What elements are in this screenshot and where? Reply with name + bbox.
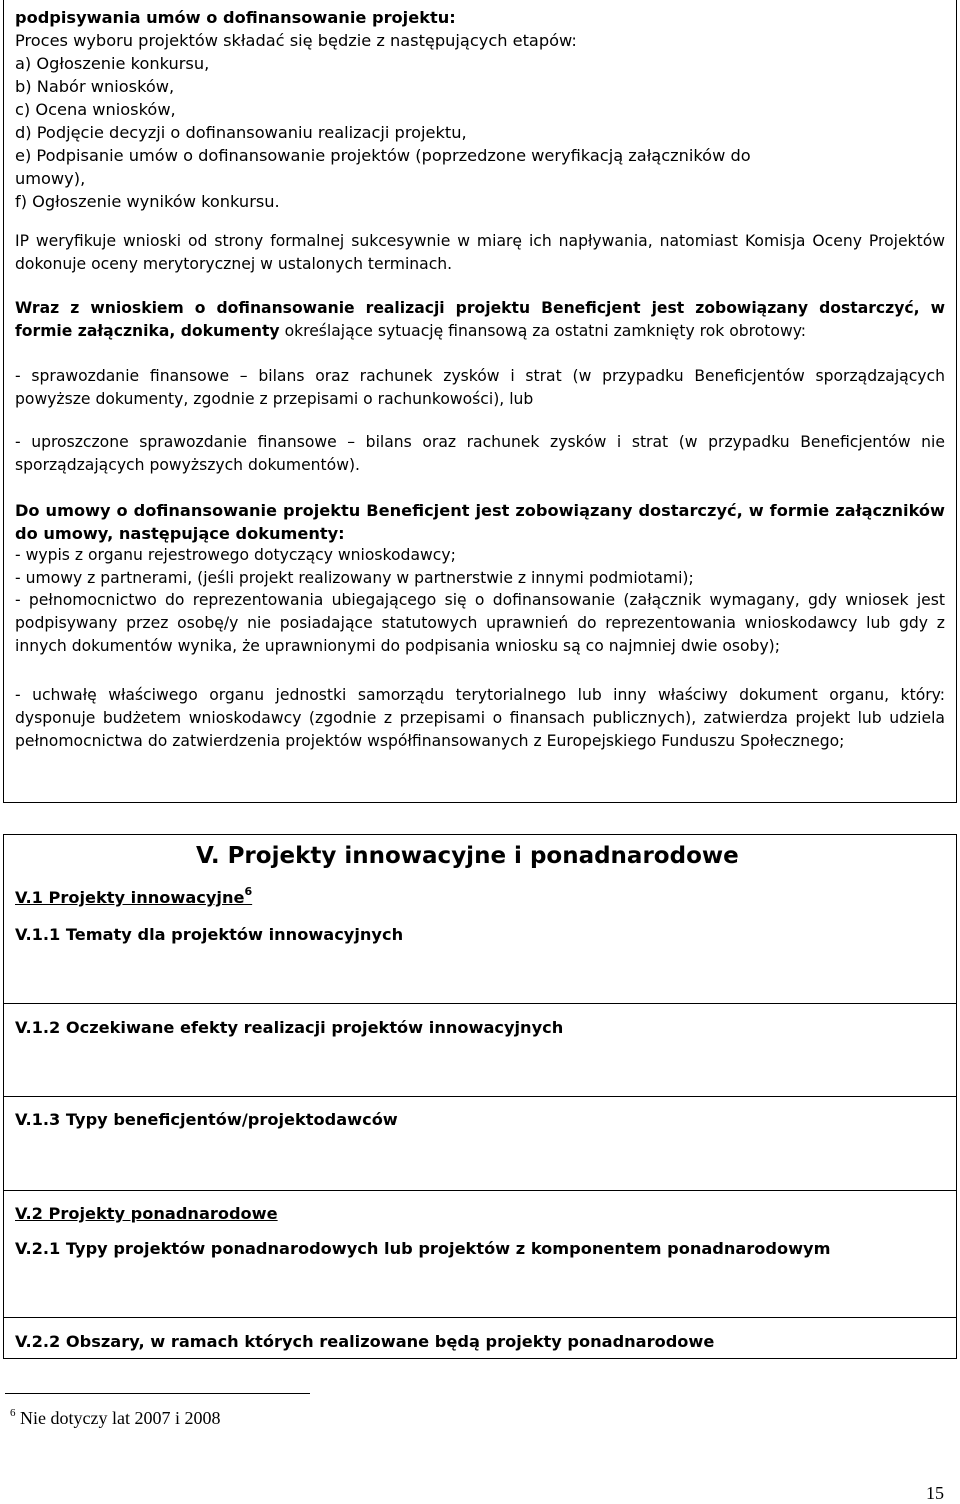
v1-footnote-mark: 6 — [244, 885, 253, 898]
ip-paragraph: IP weryfikuje wnioski od strony formalnej sukcesywnie w miarę ich napływania, natomiast Komisja Oceny Projektów dokonuje oceny merytorycznej w ustalonych terminach. — [15, 232, 945, 273]
list-item: f) Ogłoszenie wyników konkursu. — [15, 192, 280, 211]
separator — [4, 1003, 956, 1004]
contract-item-1: - wypis z organu rejestrowego dotyczący wnioskodawcy; — [15, 546, 456, 564]
attachments-paragraph — [15, 297, 945, 343]
v1-3-heading: V.1.3 Typy beneficjentów/projektodawców — [15, 1110, 398, 1129]
list-item: umowy), — [15, 169, 86, 188]
v2-1-heading: V.2.1 Typy projektów ponadnarodowych lub projektów z komponentem ponadnarodowym — [15, 1239, 831, 1258]
stages-list — [15, 52, 945, 213]
attachments-paragraph-bold: Wraz z wnioskiem o dofinansowanie realizacji projektu Beneficjent jest zobowiązany dostarczyć, w formie załącznika, dokumenty — [15, 299, 945, 340]
separator — [4, 1096, 956, 1097]
list-item: a) Ogłoszenie konkursu, — [15, 54, 210, 73]
v1-1-heading: V.1.1 Tematy dla projektów innowacyjnych — [15, 925, 404, 944]
contract-item-3: - pełnomocnictwo do reprezentowania ubiegającego się o dofinansowanie (załącznik wymagany, gdy wniosek jest podpisywany przez osobę/y nie posiadające statutowych uprawnień do reprezentowania wnioskodawcy lub gdy z innych dokumentów wynika, że uprawnionymi do podpisania wniosku są co najmniej dwie osoby); — [15, 591, 945, 655]
procedure-heading: podpisywania umów o dofinansowanie projektu: — [15, 8, 456, 27]
list-item: e) Podpisanie umów o dofinansowanie projektów (poprzedzone weryfikacją załączników do — [15, 146, 751, 165]
contract-documents-heading: Do umowy o dofinansowanie projektu Beneficjent jest zobowiązany dostarczyć, w formie załączników do umowy, następujące dokumenty: — [15, 501, 945, 543]
section-v-title: V. Projekty innowacyjne i ponadnarodowe — [196, 843, 739, 869]
contract-item-2: - umowy z partnerami, (jeśli projekt realizowany w partnerstwie z innymi podmiotami); — [15, 569, 694, 587]
footnote — [10, 1408, 220, 1429]
v2-title: V.2 Projekty ponadnarodowe — [15, 1204, 278, 1223]
attachments-paragraph-rest: określające sytuację finansową za ostatni zamknięty rok obrotowy: — [279, 322, 807, 340]
v2-2-heading: V.2.2 Obszary, w ramach których realizowane będą projekty ponadnarodowe — [15, 1332, 715, 1351]
v1-title-text: V.1 Projekty innowacyjne — [15, 888, 245, 907]
separator — [4, 1317, 956, 1318]
process-intro: Proces wyboru projektów składać się będzie z następujących etapów: — [15, 31, 577, 50]
list-item: d) Podjęcie decyzji o dofinansowaniu realizacji projektu, — [15, 123, 467, 142]
footnote-text: Nie dotyczy lat 2007 i 2008 — [20, 1408, 221, 1428]
financial-item-1: - sprawozdanie finansowe – bilans oraz rachunek zysków i strat (w przypadku Beneficjentów sporządzających powyższe dokumenty, zgodnie z przepisami o rachunkowości), lub — [15, 367, 945, 408]
list-item: c) Ocena wniosków, — [15, 100, 176, 119]
separator — [4, 1190, 956, 1191]
financial-item-2: - uproszczone sprawozdanie finansowe – bilans oraz rachunek zysków i strat (w przypadku Beneficjentów nie sporządzających powyższych dokumentów). — [15, 433, 945, 474]
page-number: 15 — [926, 1483, 944, 1503]
contract-item-4: - uchwałę właściwego organu jednostki samorządu terytorialnego lub inny właściwy dokument organu, który: dysponuje budżetem wnioskodawcy (zgodnie z przepisami o finansach publicznych), zatwierdza projekt lub udziela pełnomocnictwa do zatwierdzenia projektów współfinansowanych z Europejskiego Funduszu Społecznego; — [15, 686, 945, 750]
list-item: b) Nabór wniosków, — [15, 77, 175, 96]
v1-2-heading: V.1.2 Oczekiwane efekty realizacji projektów innowacyjnych — [15, 1018, 564, 1037]
v1-title — [15, 885, 253, 907]
footnote-rule — [5, 1393, 310, 1394]
footnote-mark: 6 — [10, 1407, 16, 1419]
